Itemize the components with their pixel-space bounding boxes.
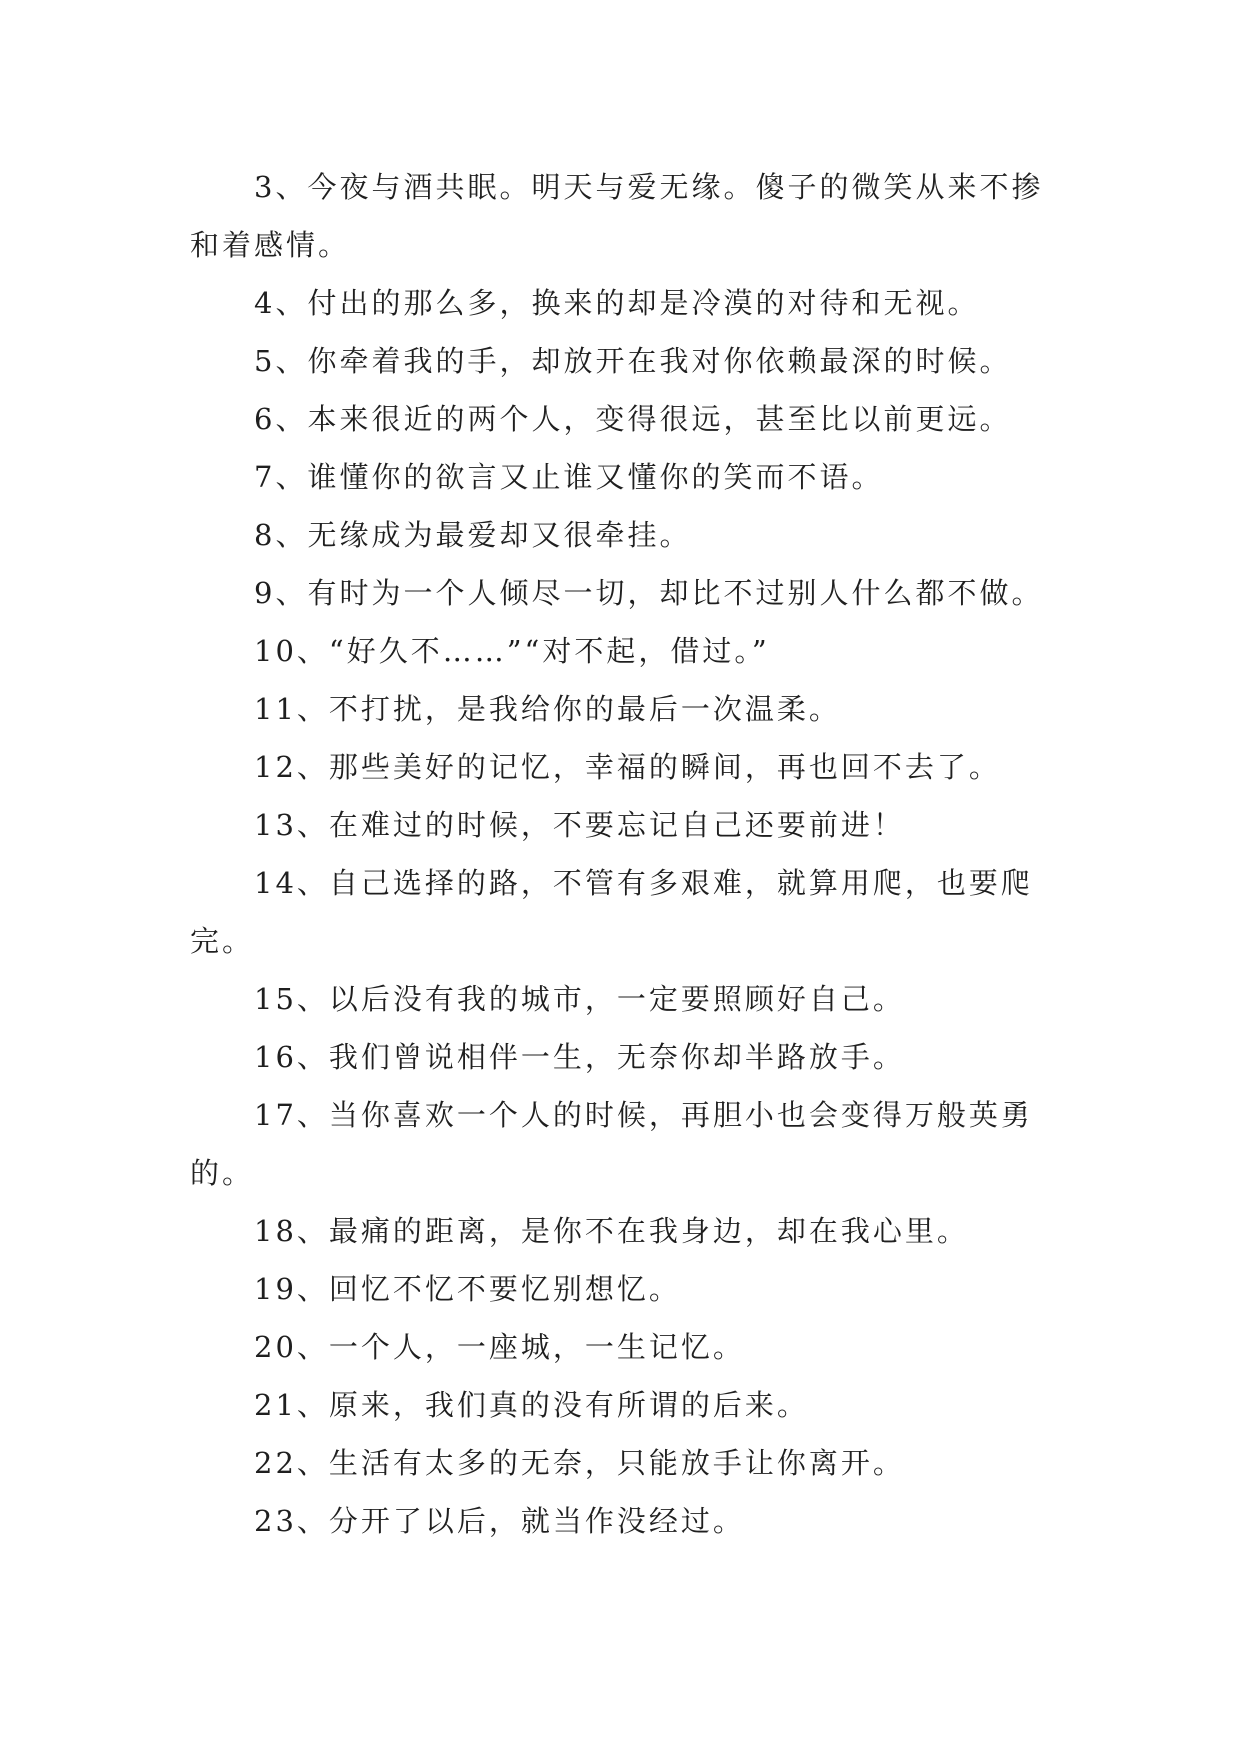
paragraph-20: 20、一个人，一座城，一生记忆。 (254, 1330, 745, 1364)
document-body (190, 158, 1050, 1550)
paragraph-14: 14、自己选择的路，不管有多艰难，就算用爬，也要爬完。 (190, 866, 1033, 958)
paragraph-11: 11、不打扰，是我给你的最后一次温柔。 (254, 692, 841, 726)
paragraph-12: 12、那些美好的记忆，幸福的瞬间，再也回不去了。 (254, 750, 1001, 784)
paragraph-10: 10、“好久不……”“对不起，借过。” (254, 634, 770, 668)
paragraph-7: 7、谁懂你的欲言又止谁又懂你的笑而不语。 (254, 460, 884, 494)
paragraph-16: 16、我们曾说相伴一生，无奈你却半路放手。 (254, 1040, 905, 1074)
paragraph-19: 19、回忆不忆不要忆别想忆。 (254, 1272, 681, 1306)
paragraph-22: 22、生活有太多的无奈，只能放手让你离开。 (254, 1446, 905, 1480)
paragraph-17: 17、当你喜欢一个人的时候，再胆小也会变得万般英勇的。 (190, 1098, 1033, 1190)
paragraph-6: 6、本来很近的两个人，变得很远，甚至比以前更远。 (254, 402, 1012, 436)
paragraph-9: 9、有时为一个人倾尽一切，却比不过别人什么都不做。 (254, 576, 1044, 610)
paragraph-15: 15、以后没有我的城市，一定要照顾好自己。 (254, 982, 905, 1016)
paragraph-18: 18、最痛的距离，是你不在我身边，却在我心里。 (254, 1214, 969, 1248)
paragraph-4: 4、付出的那么多，换来的却是冷漠的对待和无视。 (254, 286, 980, 320)
paragraph-3: 3、今夜与酒共眠。明天与爱无缘。傻子的微笑从来不掺和着感情。 (190, 170, 1044, 262)
paragraph-13: 13、在难过的时候，不要忘记自己还要前进！ (254, 808, 905, 842)
paragraph-8: 8、无缘成为最爱却又很牵挂。 (254, 518, 692, 552)
paragraph-5: 5、你牵着我的手，却放开在我对你依赖最深的时候。 (254, 344, 1012, 378)
paragraph-23: 23、分开了以后，就当作没经过。 (254, 1504, 745, 1538)
paragraph-21: 21、原来，我们真的没有所谓的后来。 (254, 1388, 809, 1422)
